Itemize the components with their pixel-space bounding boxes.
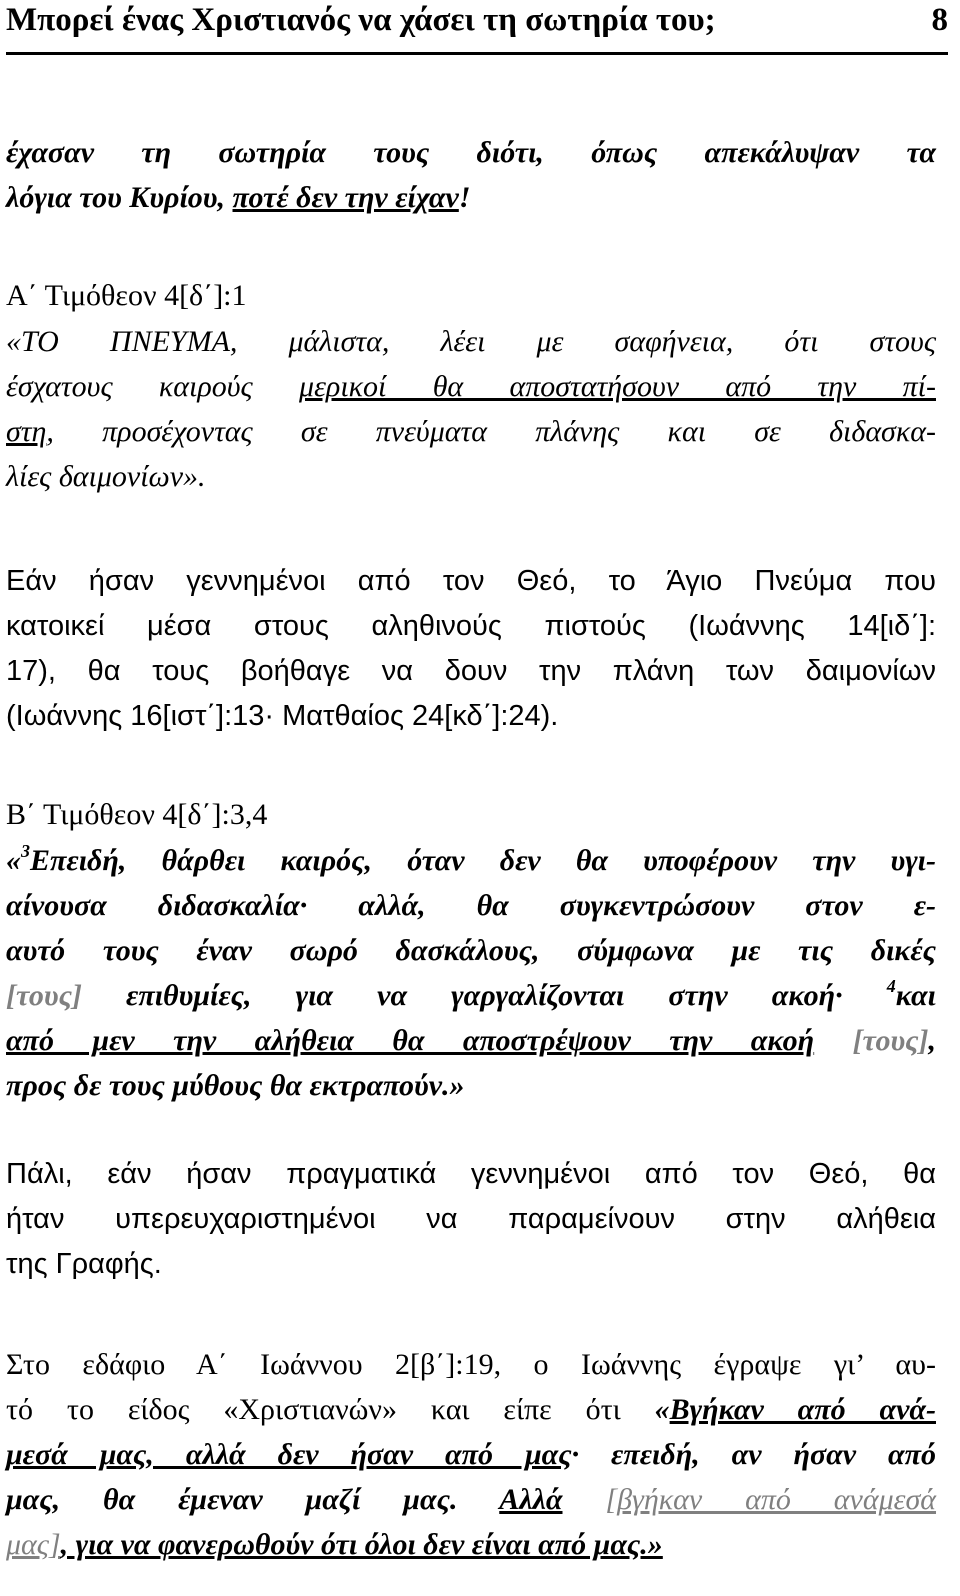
bracketed-insertion: [τους] [6, 979, 82, 1012]
scripture-reference: Β΄ Τιμόθεον 4[δ΄]:3,4 [6, 798, 268, 831]
emphasis-underline: Βγήκαν από ανά- [669, 1393, 936, 1426]
text-line: Στο εδάφιο Α΄ Ιωάννου 2[β΄]:19, ο Ιωάννης έγραψε γι’ αυ- [6, 1348, 936, 1381]
running-title: Μπορεί ένας Χριστιανός να χάσει τη σωτηρία του; [6, 2, 716, 38]
text-line: τό το είδος «Χριστιανών» και είπε ότι «Βγήκαν από ανά- [6, 1393, 936, 1426]
emphasis-underline: στη [6, 415, 47, 448]
emphasis-underline: μεσά μας, αλλά δεν ήσαν από μας [6, 1438, 572, 1471]
emphasis-underline: από μεν την αλήθεια θα αποστρέψουν την ακοή [6, 1024, 815, 1057]
text-line: μας, θα έμεναν μαζί μας. Αλλά [βγήκαν από ανάμεσά [6, 1483, 937, 1516]
page-header [6, 0, 948, 55]
text-line: αυτό τους έναν σωρό δασκάλους, σύμφωνα με τις δικές [6, 934, 936, 967]
paragraph [6, 559, 936, 739]
text-line: ήταν υπερευχαριστημένοι να παραμείνουν στην αλήθεια [6, 1203, 936, 1235]
scripture-reference: Α΄ Τιμόθεον 4[δ΄]:1 [6, 279, 247, 312]
scripture-quote [6, 319, 936, 499]
paragraph [6, 1152, 936, 1287]
text-line: [τους] επιθυμίες, για να γαργαλίζονται στην ακοή· $^4$και [6, 976, 936, 1012]
emphasis-underline: , για να φανερωθούν ότι όλοι δεν είναι από μας.» [60, 1528, 663, 1561]
scripture-quote [6, 838, 936, 1108]
bracketed-insertion: μας] [6, 1528, 61, 1561]
text-line: στη, προσέχοντας σε πνεύματα πλάνης και σε διδασκα- [6, 415, 936, 448]
text-line: λόγια του Κυρίου, ποτέ δεν την είχαν! [6, 181, 471, 214]
emphasis-underline: μερικοί θα αποστατήσουν από την πί- [299, 370, 936, 403]
text-line: (Ιωάννης 16[ιστ΄]:13· Ματθαίος 24[κδ΄]:24). [6, 700, 559, 732]
text-line: έχασαν τη σωτηρία τους διότι, όπως απεκάλυψαν τα [6, 136, 936, 169]
text-line: κατοικεί μέσα στους αληθινούς πιστούς (Ιωάννης 14[ιδ΄]: [6, 610, 936, 642]
emphasis-underline: Αλλά [499, 1483, 563, 1516]
text-line [6, 1522, 936, 1567]
bracketed-insertion: [βγήκαν από ανάμεσά [605, 1483, 937, 1516]
verse-number: 3 [21, 841, 30, 861]
text-line: «ΤΟ ΠΝΕΥΜΑ, μάλιστα, λέει με σαφήνεια, ότι στους [6, 325, 936, 358]
text-line: της Γραφής. [6, 1248, 162, 1280]
text-line: έσχατους καιρούς μερικοί θα αποστατήσουν από την πί- [6, 370, 936, 403]
text-line: Πάλι, εάν ήσαν πραγματικά γεννημένοι από τον Θεό, θα [6, 1158, 936, 1190]
paragraph [6, 1342, 936, 1567]
text-line: Εάν ήσαν γεννημένοι από τον Θεό, το Άγιο Πνεύμα που [6, 565, 936, 597]
text-line: μεσά μας, αλλά δεν ήσαν από μας· επειδή, αν ήσαν από [6, 1438, 936, 1471]
page-number: 8 [931, 2, 948, 38]
emphasis-underline: ποτέ δεν την είχαν [232, 181, 459, 214]
text-line: 17), θα τους βοήθαγε να δουν την πλάνη των δαιμονίων [6, 655, 936, 687]
verse-number: 4 [886, 976, 896, 996]
text-line: «$^3$Επειδή, θάρθει καιρός, όταν δεν θα υποφέρουν την υγι- [6, 841, 936, 877]
paragraph-continuation [6, 130, 936, 220]
bracketed-insertion: [τους] [852, 1024, 929, 1057]
text-line: προς δε τους μύθους θα εκτραπούν.» [6, 1069, 465, 1102]
text-line: από μεν την αλήθεια θα αποστρέψουν την ακοή [τους], [6, 1024, 936, 1057]
text-line: αίνουσα διδασκαλία· αλλά, θα συγκεντρώσουν στον ε- [6, 889, 936, 922]
text-line: λίες δαιμονίων». [6, 460, 206, 493]
